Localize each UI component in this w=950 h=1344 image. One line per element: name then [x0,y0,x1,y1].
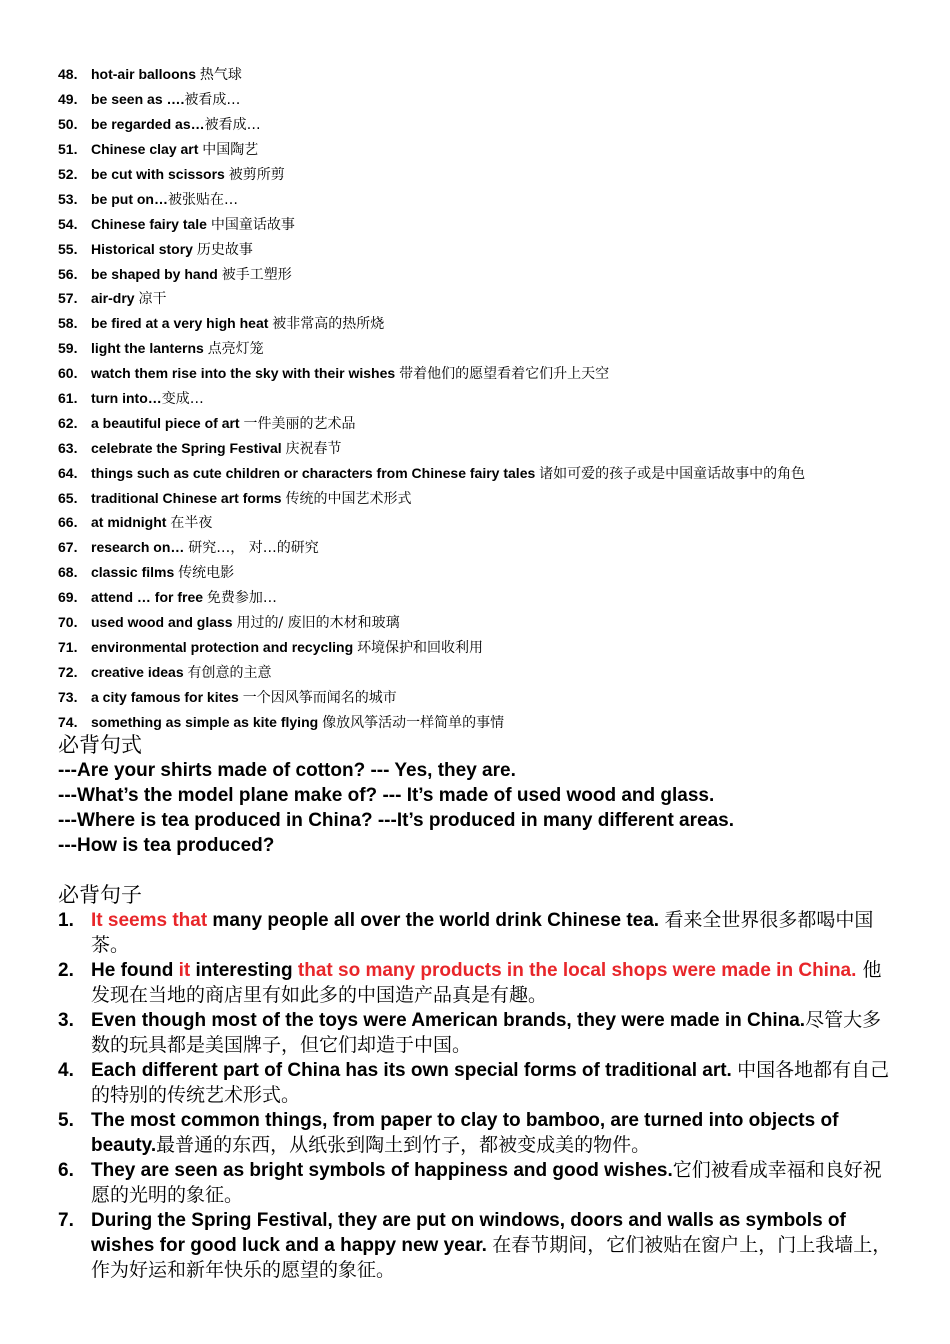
phrase-chinese: 凉干 [138,291,167,308]
phrase-item [58,410,918,435]
sentence-english: During the Spring Festival, they are put on windows, doors and walls as symbols of wishes for good luck and a happy new year. [91,1210,852,1256]
phrase-number: 56. [58,265,78,282]
phrase-chinese: 被剪所剪 [228,167,285,183]
phrase-number: 59. [58,340,78,357]
phrase-english: be seen as …. [91,91,185,108]
phrase-item [58,62,918,87]
sentence-chinese: 尽管大多数的玩具都是美国牌子，但它们却造于中国。 [91,1009,882,1056]
phrase-chinese: 传统电影 [178,565,235,582]
sentence-english: many people all over the world drink Chinese tea. [207,910,665,931]
sentence-body [91,1008,898,1058]
sentence-chinese: 它们被看成幸福和良好祝愿的光明的象征。 [91,1159,882,1206]
phrase-chinese: 用过的/ 废旧的木材和玻璃 [236,615,400,632]
phrase-english: Historical story [91,240,197,257]
sentence-number: 6. [58,1160,74,1181]
phrase-english: Chinese clay art [91,141,203,158]
phrase-english: be regarded as… [91,116,205,133]
sentence-body [91,1158,898,1208]
sentence-english: The most common things, from paper to clay to bamboo, are turned into objects of beauty. [91,1110,844,1156]
phrase-number: 51. [58,141,78,158]
highlighted-text: that so many products in the local shops were made in China. [297,960,857,981]
phrase-english: environmental protection and recycling [91,638,358,655]
phrase-number: 48. [58,66,78,83]
sentence-patterns [58,758,918,858]
phrase-number: 63. [58,439,78,456]
sentence-english: They are seen as bright symbols of happiness and good wishes. [91,1160,673,1181]
phrase-item [58,659,918,684]
phrase-number: 71. [58,638,78,655]
phrase-chinese: 中国陶艺 [202,142,259,159]
sentence-pattern: ---What’s the model plane make of? --- It’s made of used wood and glass. [58,785,715,806]
phrase-item [58,236,918,261]
sentence-english: Each different part of China has its own special forms of traditional art. [91,1060,738,1081]
highlighted-text: It seems that [91,910,208,931]
phrase-item [58,510,918,535]
sentence-english: Even though most of the toys were American brands, they were made in China. [91,1010,806,1031]
phrase-chinese: 被看成… [204,117,261,134]
phrase-number: 67. [58,539,78,556]
key-sentence [58,1208,898,1283]
phrase-chinese: 热气球 [199,67,242,84]
sentence-number: 7. [58,1210,74,1231]
phrase-english: at midnight [91,514,171,531]
sentence-chinese: 他发现在当地的商店里有如此多的中国造产品真是有趣。 [91,959,882,1006]
sentence-chinese: 中国各地都有自己的特别的传统艺术形式。 [91,1059,890,1106]
phrase-item [58,386,918,411]
phrase-chinese: 诸如可爱的孩子或是中国童话故事中的角色 [539,465,806,482]
sentence-chinese: 看来全世界很多都喝中国茶。 [91,909,874,956]
phrase-item [58,361,918,386]
phrase-english: creative ideas [91,663,188,680]
phrase-english: watch them rise into the sky with their wishes [91,365,400,382]
key-sentence [58,1008,898,1058]
phrase-chinese: 在半夜 [170,515,213,532]
phrase-number: 73. [58,688,78,705]
phrase-chinese: 被看成… [184,92,241,109]
phrase-english: a beautiful piece of art [91,414,244,431]
phrase-chinese: 点亮灯笼 [207,341,264,358]
phrase-english: be shaped by hand [91,265,222,282]
sentence-number: 4. [58,1060,74,1081]
phrase-english: traditional Chinese art forms [91,489,286,506]
patterns-heading: 必背句式 [58,733,142,757]
phrase-number: 54. [58,215,78,232]
phrase-item [58,435,918,460]
phrase-item [58,560,918,585]
phrase-number: 65. [58,489,78,506]
sentence-english: He found [91,960,179,981]
phrase-item [58,610,918,635]
phrase-english: classic films [91,564,179,581]
phrase-chinese: 中国童话故事 [210,216,295,233]
phrase-number: 68. [58,564,78,581]
sentence-body [91,1108,898,1158]
phrase-item [58,286,918,311]
phrase-item [58,684,918,709]
phrase-item [58,137,918,162]
phrase-english: something as simple as kite flying [91,713,323,730]
phrase-chinese: 被张贴在… [168,191,238,208]
phrase-chinese: 传统的中国艺术形式 [285,490,412,507]
sentences-heading: 必背句子 [58,883,142,907]
sentence-chinese: 最普通的东西，从纸张到陶土到竹子，都被变成美的物件。 [156,1134,651,1156]
phrase-number: 49. [58,91,78,108]
key-sentence [58,1108,898,1158]
phrase-english: celebrate the Spring Festival [91,439,286,456]
sentence-pattern: ---Are your shirts made of cotton? --- Yes, they are. [58,760,516,781]
phrase-number: 58. [58,315,78,332]
phrase-item [58,535,918,560]
phrase-english: hot-air balloons [91,66,200,83]
sentence-pattern: ---Where is tea produced in China? ---It’s produced in many different areas. [58,810,734,831]
phrase-chinese: 一件美丽的艺术品 [243,415,356,432]
phrase-english: light the lanterns [91,340,208,357]
phrase-number: 64. [58,464,78,481]
phrase-number: 74. [58,713,78,730]
phrase-item [58,311,918,336]
phrase-item [58,261,918,286]
phrase-number: 53. [58,190,78,207]
phrase-english: a city famous for kites [91,688,243,705]
sentence-body [91,958,898,1008]
phrase-chinese: 免费参加… [206,590,277,607]
sentence-number: 5. [58,1110,74,1131]
phrase-item [58,709,918,734]
sentence-english: interesting [190,960,298,981]
phrase-item [58,211,918,236]
sentence-number: 2. [58,960,74,981]
key-sentence [58,958,898,1008]
key-sentence [58,1158,898,1208]
phrase-number: 55. [58,240,78,257]
phrase-chinese: 研究…， 对…的研究 [188,540,319,557]
phrase-number: 66. [58,514,78,531]
phrase-english: be put on… [91,190,168,207]
phrase-list [58,62,918,734]
phrase-number: 60. [58,365,78,382]
phrase-english: things such as cute children or characters from Chinese fairy tales [91,464,540,481]
phrase-item [58,585,918,610]
phrase-number: 69. [58,589,78,606]
phrase-item [58,162,918,187]
phrase-chinese: 一个因风筝而闻名的城市 [242,689,397,706]
phrase-number: 72. [58,663,78,680]
phrase-number: 70. [58,614,78,631]
sentence-number: 3. [58,1010,74,1031]
key-sentences [58,908,898,1283]
phrase-english: attend … for free [91,589,207,606]
phrase-item [58,186,918,211]
phrase-number: 61. [58,390,78,407]
phrase-item [58,634,918,659]
phrase-english: research on… [91,539,189,556]
phrase-chinese: 被手工塑形 [221,266,292,283]
sentence-body [91,1208,898,1283]
highlighted-text: it [178,960,191,981]
phrase-chinese: 历史故事 [196,241,253,258]
phrase-english: turn into… [91,390,162,407]
sentence-pattern: ---How is tea produced? [58,835,275,856]
phrase-item [58,112,918,137]
phrase-chinese: 像放风筝活动一样简单的事情 [322,714,505,731]
phrase-chinese: 有创意的主意 [187,664,272,681]
sentence-body [91,1058,898,1108]
key-sentence [58,1058,898,1108]
phrase-number: 57. [58,290,78,307]
phrase-number: 52. [58,166,78,182]
sentence-body [91,908,898,958]
sentence-chinese: 在春节期间，它们被贴在窗户上，门上我墙上，作为好运和新年快乐的愿望的象征。 [91,1234,892,1281]
phrase-number: 62. [58,414,78,431]
phrase-english: Chinese fairy tale [91,215,211,232]
phrase-item [58,336,918,361]
sentence-number: 1. [58,910,74,931]
phrase-chinese: 环境保护和回收利用 [357,639,484,656]
phrase-chinese: 变成… [161,391,204,408]
phrase-item [58,460,918,485]
phrase-english: be fired at a very high heat [91,315,273,332]
phrase-english: be cut with scissors [91,166,229,182]
phrase-item [58,485,918,510]
phrase-chinese: 庆祝春节 [285,440,342,457]
phrase-item [58,87,918,112]
phrase-english: used wood and glass [91,614,237,631]
phrase-chinese: 被非常高的热所烧 [272,316,385,333]
phrase-english: air-dry [91,290,139,307]
key-sentence [58,908,898,958]
phrase-number: 50. [58,116,78,133]
phrase-chinese: 带着他们的愿望看着它们升上天空 [399,366,610,383]
